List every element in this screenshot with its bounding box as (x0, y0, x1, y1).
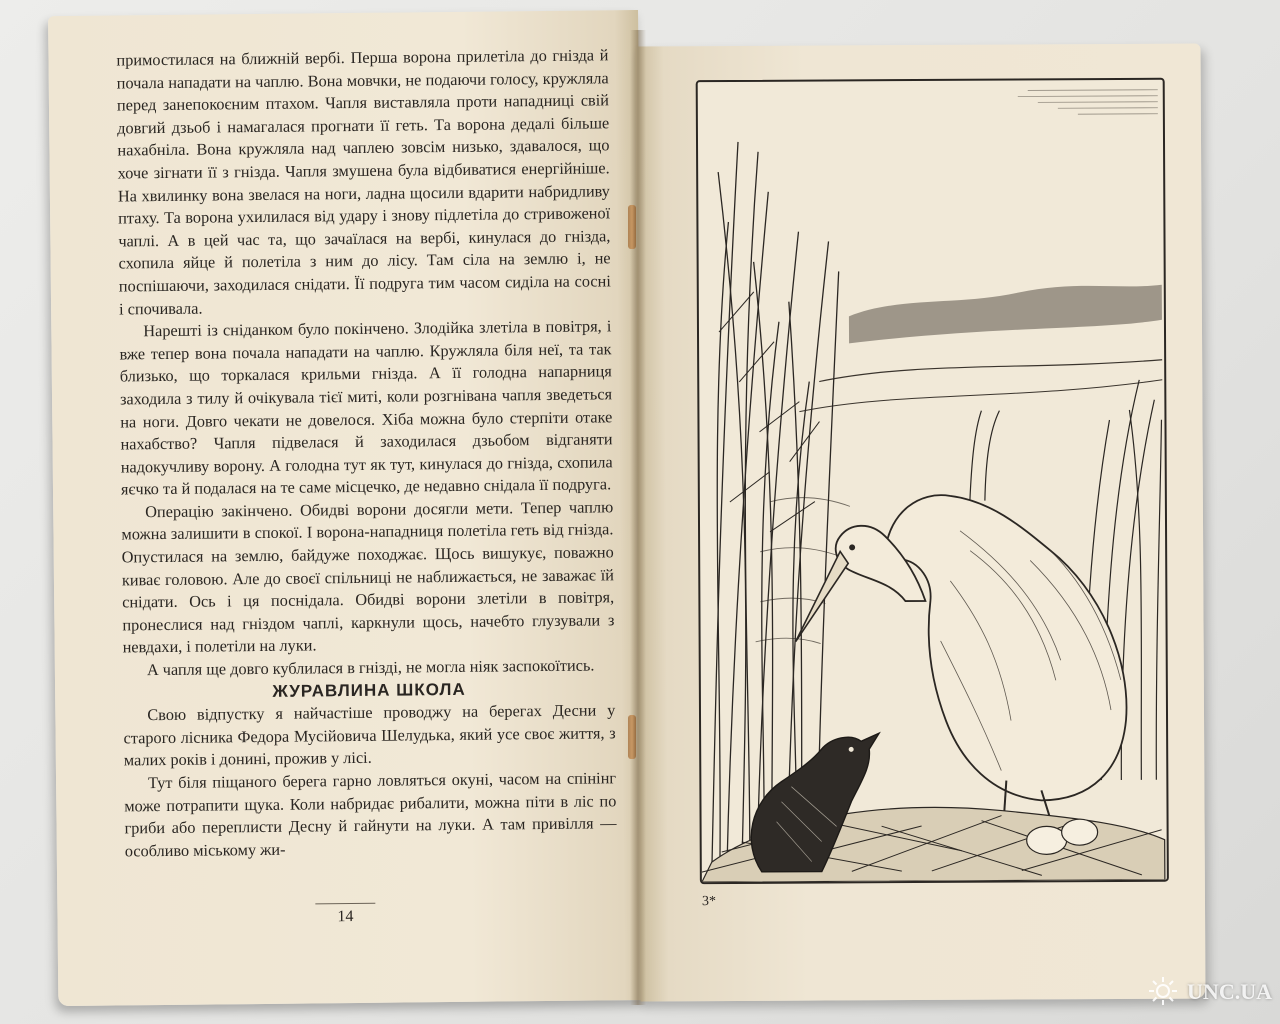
paragraph-4: А чапля ще довго кублилася в гнізді, не могла ніяк заспокоїтись. (146, 655, 595, 680)
heron-crow-illustration (696, 78, 1169, 884)
paragraph-1: примостилася на ближній вербі. Перша ворона прилетіла до гнізда й почала нападати на чаплю. Вона мовчки, не подаючи голосу, кружляла перед занепокоєним птахом. Чапля виставляла проти нападниці свій довгий дзьоб і намагалася прогнати її геть. Та ворона дедалі більше нахабніла. Вона кружляла над чаплею зовсім низько, здавалося, що хоче зігнати її з гнізда. Чапля змушена була відбиватися енергійніше. На хвилинку вона звелася на ноги, ладна щосили вдарити набридливу птаху. Та ворона ухилилася від удару і знову підлетіла до стривоженої чаплі. А в цей час та, що зачаїлася на вербі, кинулася до гнізда, схопила яйце й полетіла з ним до лісу. Там сіла на землю і, не поспішаючи, заходилася снідати. Її подруга тим часом сиділа на сосні і спочивала. (116, 45, 611, 318)
paragraph-2: Нарешті із сніданком було покінчено. Злодійка злетіла в повітря, і вже тепер вона почала нападати на чаплю. Кружляла біля неї, та так близько, що торкалася крильми гнізда. А її голодна напарниця заходила з тилу й очікувала тієї миті, коли розгнівана чапля зведеться на ноги. Довго чекати не довелося. Хіба можна було стерпіти отаке нахабство? Чапля підвелася й заходилася дзьобом відганяти надокучливу ворону. А голодна тут як тут, кинулася до гнізда, схопила яєчко та й подалася на те саме місцечко, де недавно снідала її подруга. (119, 316, 613, 499)
sun-logo-icon (1148, 976, 1178, 1012)
paragraph-5: Свою відпустку я найчастіше проводжу на берегах Десни у старого лісника Федора Мусійовича Шелудька, який усе своє життя, з малих років і донині, прожив у лісі. (123, 700, 616, 770)
open-booklet (48, 10, 1218, 1000)
chapter-heading: ЖУРАВЛИНА ШКОЛА (272, 679, 466, 701)
right-page (636, 44, 1206, 1002)
paragraph-6: Тут біля піщаного берега гарно ловляться окуні, часом на спінінг може потрапити щука. Коли набридає рибалити, можна піти в ліс по гриби або переплисти Десну й гайнути на луки. А там привілля — особливо міському жи- (124, 768, 617, 861)
staple-bottom (628, 715, 636, 759)
illustration-drawing (698, 80, 1167, 882)
signature-mark: 3* (701, 894, 717, 910)
paragraph-3: Операцію закінчено. Обидві ворони досягли мети. Тепер чаплю можна залишити в спокої. І ворона-нападниця полетіла геть від гнізда. Опустилася на землю, байдуже походжає. Щось вишукує, поважно киває головою. Але до своєї спільниці не наближається, не заважає їй снідати. Ось і ця поснідала. Обидві ворони злетіли в повітря, пронеслися над гніздом чаплі, каркнули щось, начебто глузували з невдахи, і полетіли на луки. (121, 497, 615, 657)
left-page (48, 10, 648, 1006)
left-page-text (116, 44, 616, 862)
watermark-text: UNC.UA (1187, 979, 1272, 1005)
booklet-spine (630, 30, 646, 1005)
page-number: 14 (315, 903, 375, 927)
watermark (1148, 976, 1272, 1012)
staple-top (628, 205, 636, 249)
